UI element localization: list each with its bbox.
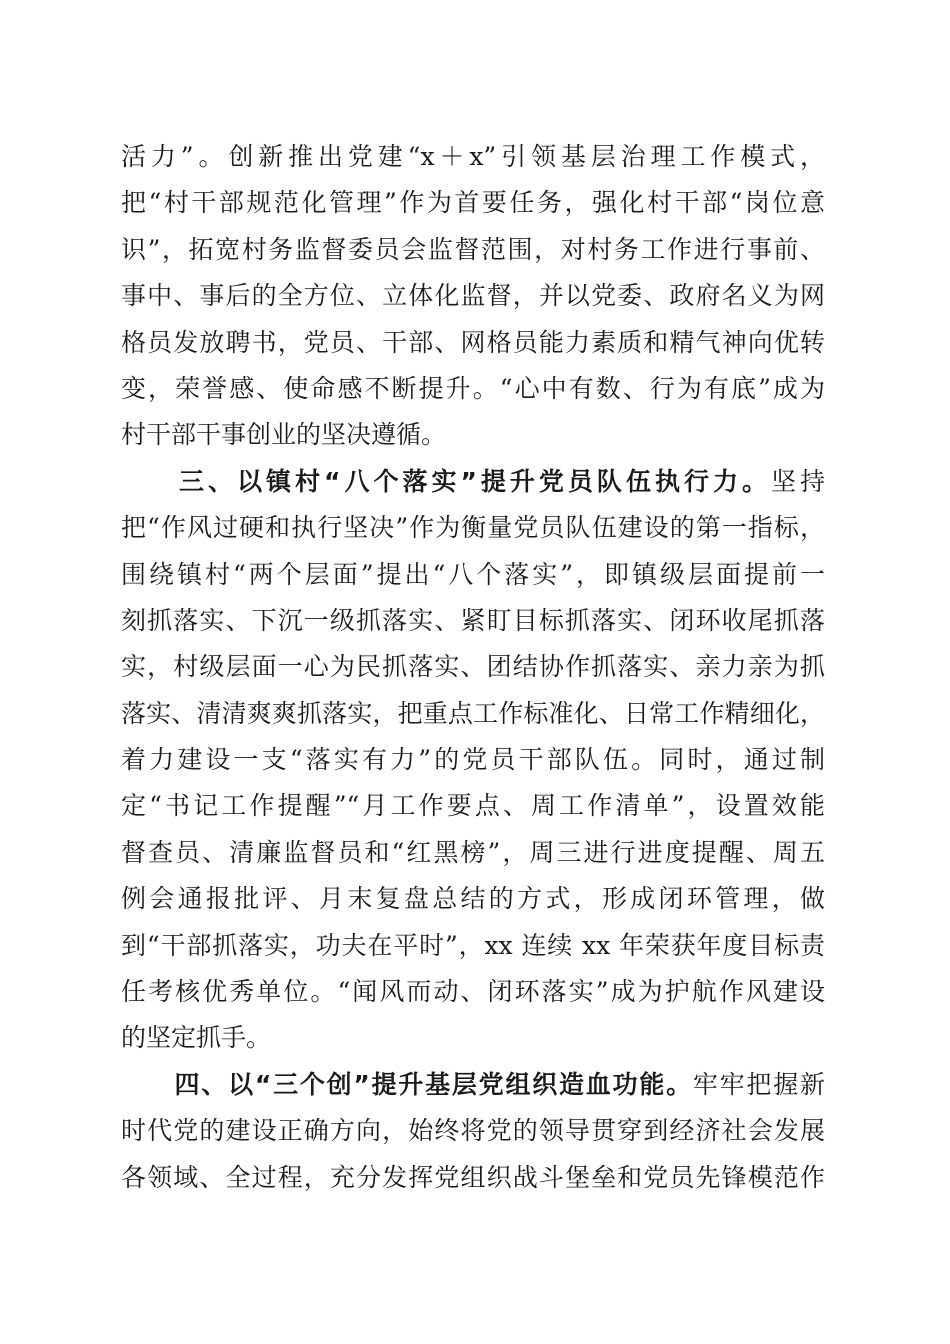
text-line: 围绕镇村“两个层面”提出“八个落实”，即镇级层面提前一 <box>121 559 825 589</box>
paragraph-first-line <box>121 459 825 505</box>
text-line: 督查员、清廉监督员和“红黑榜”，周三进行进度提醒、周五 <box>121 837 825 867</box>
section-heading-3: 三、以镇村“八个落实”提升党员队伍执行力。 <box>179 466 771 496</box>
paragraph-first-line <box>121 1062 825 1108</box>
text-line: 着力建设一支“落实有力”的党员干部队伍。同时，通过制 <box>121 745 825 775</box>
section-heading-4: 四、以“三个创”提升基层党组织造血功能。 <box>174 1069 693 1099</box>
text-line: 实，村级层面一心为民抓落实、团结协作抓落实、亲力亲为抓 <box>121 652 825 682</box>
body-text <box>121 134 825 1201</box>
text-line: 任考核优秀单位。“闻风而动、闭环落实”成为护航作风建设 <box>121 977 825 1007</box>
text-line: 把“作风过硬和执行坚决”作为衡量党员队伍建设的第一指标， <box>121 513 825 543</box>
text-line: 事中、事后的全方位、立体化监督，并以党委、政府名义为网 <box>121 281 825 311</box>
text-line: 各领域、全过程，充分发挥党组织战斗堡垒和党员先锋模范作 <box>121 1162 825 1192</box>
text-line: 到“干部抓落实，功夫在平时”，xx 连续 xx 年荣获年度目标责 <box>121 930 825 960</box>
paragraph-2 <box>121 459 825 1062</box>
text-line: 的坚定抓手。 <box>121 1023 272 1053</box>
paragraph-1 <box>121 134 825 459</box>
text-line: 落实、清清爽爽抓落实，把重点工作标准化、日常工作精细化， <box>121 698 825 728</box>
text-line: 识”，拓宽村务监督委员会监督范围，对村务工作进行事前、 <box>121 234 825 264</box>
text-line: 活力”。创新推出党建“x＋x”引领基层治理工作模式， <box>121 142 825 171</box>
text-line: 变，荣誉感、使命感不断提升。“心中有数、行为有底”成为 <box>121 373 825 403</box>
text-fragment: 坚持 <box>770 466 825 496</box>
text-line: 时代党的建设正确方向，始终将党的领导贯穿到经济社会发展 <box>121 1116 825 1146</box>
text-line: 格员发放聘书，党员、干部、网格员能力素质和精气神向优转 <box>121 327 825 357</box>
text-line: 例会通报批评、月末复盘总结的方式，形成闭环管理，做 <box>121 884 825 914</box>
text-line: 把“村干部规范化管理”作为首要任务，强化村干部“岗位意 <box>121 188 825 218</box>
paragraph-3 <box>121 1062 825 1201</box>
text-line: 定“书记工作提醒”“月工作要点、周工作清单”，设置效能 <box>121 791 825 821</box>
text-line: 村干部干事创业的坚决遵循。 <box>121 420 447 450</box>
text-line: 刻抓落实、下沉一级抓落实、紧盯目标抓落实、闭环收尾抓落 <box>121 605 825 635</box>
text-fragment: 牢牢把握新 <box>692 1069 825 1099</box>
